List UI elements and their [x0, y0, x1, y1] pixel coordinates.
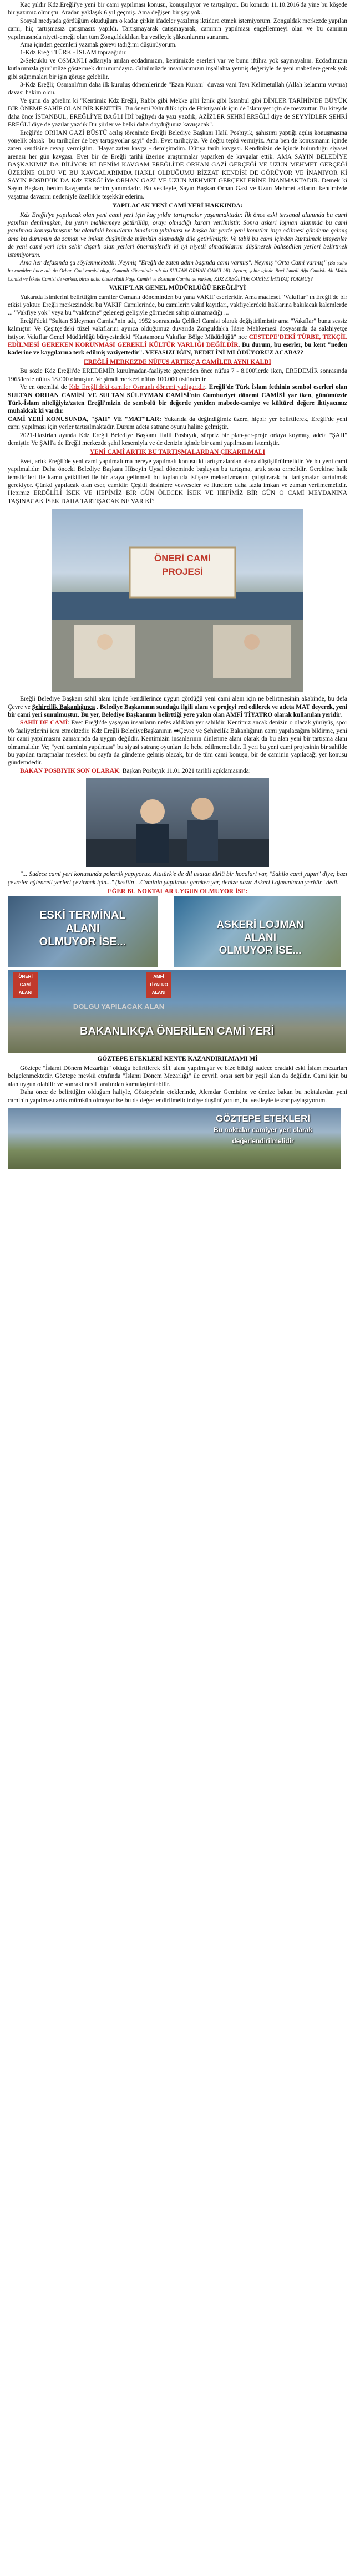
- text: . Belediye Başkanının sunduğu ilgili alanı ve projeyi red edilerek ve adeta MAT deyerek, yeni bir cami yeri sunulmuştur. Bu yer, Belediye Başkanının belirttiği yere yakın olan AMFİ TİYATRO olarak kullanılan yeridir.: [8, 703, 348, 718]
- paragraph: Kdz Ereğli'ye yapılacak olan yeni cami yeri için kaç yıldır tartışmalar yaşanmaktadır. İlk önce eski tersanal alanında bu cami yapılsın denilmişken, bu yerin mahkemeye götürülüp, orayı olmadığı kararı verilmiştir. Sonra askeri lojman alanında bu cami yapılması konuşulmuştur bu alandaki konutların binaların yıkılması ve başka bir yerde yeni konutlar inşa edilmesi gündeme gelmiş ama bu durumun da zaman ve imkan düşününde mümkün olamadığı dile getirilmiştir. Ve tabii bu cami içinden kurtulmak isteyenler de yeni cami yeri için şehir dışarlı olan yerleri önermişlerdir ki iyi niyetli olmadıklarını düşünerek bahsedilen yerleri belirtmek istemiyorum.: [8, 211, 347, 258]
- text: . Bu durum, bu eserler, bu kent "neden kaderine ve kaygılarına terk edilmiş vaziyettedir". VEFASIZLIĞIN, BEDELİNİ MI ÖDÜYORUZ ACABA??: [8, 342, 347, 357]
- left-label: ÖNERİ CAMİ ALANI: [13, 972, 38, 998]
- text: : Evet Ereğli'de yaşayan insanların nefes aldıkları yer sahildir. Kentimiz ancak denizin o olacak yürüyüş, spor vb faaliyetlerini icra etmektedir. Kdz Ereğli BelediyeBaşkanının ➡Çevre ve Şehircilik Bakanlığının cami yapılacağım bildirme, yeni bir cami yapılmasını zamanında da uygun değildir. Kentimizin insanlarının dinlenme alanı olarak da bu alan yeni bir tartışma alanı olmamalıdır. Ve; "yeni caminin yapılması" bu siyasi satranç oyunları ile heba edilmemelidir. İl yeri bu yeni cami projesinin bir sahilde bu yapılan tartışmalar meselesi bu sayfa da gündeme gelmiş olacak, bir de tüm cami konuşu, bir de caminin yapılacağı yer konusu gündemdedir.: [8, 719, 347, 767]
- paragraph: Yukarıda isimlerini belirttiğim camiler Osmanlı döneminden bu yana VAKIF eserleridir. Ama maalesef "Vakıflar" ın Ereğli'de bir etkisi yoktur. Ereğli merkezindeki bu VAKIF Camilerinde, bu camilerin vakıf kayıtları, vakfiyelerdeki haklarına bakılacak kalemlerde ... "Vakfiye yok" veya bu "vakfetme" gelenegi gelişiyle görmeden sahip olunamadığı ...: [8, 293, 347, 317]
- caption-line: ASKERİ LOJMAN: [216, 919, 304, 931]
- section-heading: GÖZTEPE ETEKLERİ KENTE KAZANDIRILMAMI Mİ: [97, 1056, 258, 1063]
- ministry-caption: BAKANLIKÇA ÖNERİLEN CAMİ YERİ: [79, 1025, 274, 1038]
- caption-line: ALANI: [65, 922, 100, 935]
- paragraph: 1-Kdz Ereğli TÜRK - İSLAM topraağıdır.: [20, 49, 127, 57]
- text: Ereğli Belediye Başkanı sahil alanı içinde kendilerince uygun gördüğü yeni cami alanı için ne belirtmesinin akabinde, bu defa Çevre ve: [8, 696, 347, 711]
- terminal-caption: [13, 909, 152, 949]
- paragraph: Ereğli'de ORHAN GAZİ BÜSTÜ açılış töreninde Ereğli Belediye Başkanı Halil Posbıyık, şahısımı yaptığı açılış konuşmasına yönelik olarak "bu tarihçiler de bey tartışıyorlar şayi" dedi. Evet tarihçiyiz. Ve doğru tepki vermiyiz. Ama ben de konuşmanın içinde zaten kendisine cevap vermiştim. "Hayat zaten kavga - demişimdim. Dünya tarih kavgası. Kendinizin de içinde bulunduğu siyaset arenası her gün kavgası. Evet bir de Ereğli tarihi üzerine araştırmalar yaparken de kavgalar ettik. AMA SAYIN BELEDİYE BAŞKANIMIZ DA BİLİYOR Kİ BENİM KAVGAM EREĞLİ'DE ORHAN GAZİ GERÇEĞİ VE UZUN MEHMET GERÇEĞİ ÜZERİNE OLDU VE BU KAVGALARIMDA HAKLI OLDUĞUMU BİZZAT KENDİSİ DE GÖRÜYOR VE İNANIYOR Kİ SAYIN POSBIYIK DA Kdz EREĞLİ'de ORHAN GAZİ VE UZUN MEHMET GERÇEKLERİNE İNANMAKTADIR. Demek ki Sayın Başkan, benim kavgamda benim yanımdadır. Bu vesileyle, Sayın Başkan Orhan Gazi ve Uzun Mehmet adlarını kentimizde yaşatma davasını nedeniyle özellikle teşekkür ederim.: [8, 129, 347, 200]
- paragraph: [8, 719, 347, 767]
- goztepe-caption: [191, 1113, 335, 1147]
- text: . Ereğli'de Türk İslam fethinin sembol eserleri olan SULTAN ORHAN CAMİSİ VE SULTAN SÜLEYMAN CAMİSİ'nin Cumhuriyet dönemi CAMİSİ yar iken, günümüzde Türk-İslam niteliğiyiz/zaten Ereğli'mizin de sembolü bir değerde yeniden mabede-camiye ve kültürel değere ihtiyacımız muhakkak ki vardır.: [8, 384, 347, 415]
- paragraph: 2-Selçuklu ve OSMANLI adlarıyla anılan ecdadımızın, kentimizde eserleri var ve bunu iftihra yok sayınayalım. Ecdadımızın kutlarımızla günümüze göstermek durumundayız. Günümüzde insanlarımızın inşallahta yetmiş değeriyle de yeni mabetlere gerek yok gibi sığınmaları bir işin görüşe gelebilir.: [8, 57, 347, 80]
- paragraph: Kaç yıldır Kdz.Ereğli'ye yeni bir cami yapılması konusu, konuşuluyor ve tartışılıyor. Bu konudu 11.10.2016'da yine bu köşede bir yazımız olmuştu. Aradan yaklaşık 6 yıl geçmiş. Ama değişen bir şey yok.: [8, 2, 347, 17]
- paragraph: Ama içinden geçenleri yazmak görevi tadığımı düşünüyorum.: [20, 42, 177, 49]
- caption-line: ALANI: [244, 932, 277, 944]
- caption-line: değerlendirilmelidir: [232, 1137, 294, 1145]
- section-heading: [8, 415, 347, 432]
- paragraph: [8, 767, 347, 775]
- paragraph: 2021-Hazirian ayında Kdz Ereğli Belediye Başkanı Halil Posbıyık, sürpriz bir plan-yer-proje ortaya koymuş, adeta "ŞAH" demiştir. Ve ŞAH'a de Ereğli merkezde şahıl kesemiyla ve de denizin içinde bir cami yapılmasını istemiştir.: [8, 432, 347, 447]
- text: Ama her defasında şu söylenmektedir. Neymiş "Ereğli'de zaten adım başında cami varmış". Neymiş "Orta Cami varmış": [20, 260, 327, 266]
- paragraph: Göztepe "İslami Dönem Mezarlığı" olduğu belirtilerek SİT alanı yapılmıştır ve bize bildiği sadece oradaki eski İslam mezarları belgelenmektedir. Göztepe mevkii etrafında "İslami Dönem Mezarlığı" ile çevrili orası sert bir yeşil alan da değildir. Cami için bu alan uygun olabilir ve sonraki nesil tarafından kamulaştırılabilir.: [8, 1064, 347, 1088]
- section-heading: EREĞLİ MERKEZDE NÜFUS ARTIKÇA CAMİLER AYNI KALDI: [84, 358, 271, 366]
- title-line: ÖNERİ CAMİ: [154, 553, 211, 564]
- text: : Başkan Posbıyık 11.01.2021 tarihli açıklamasında:: [119, 767, 251, 774]
- paragraph: [8, 259, 347, 283]
- article: [0, 0, 355, 1169]
- paragraph: Ve şunu da görelim ki "Kentimiz Kdz Ereğli, Rabbı gibi Mekke gibi İznik gibi İstanbul gibi DİNLER TARİHİNDE BÜYÜK BİR ÖNEME SAHİP OLAN BİR KENTTİR. Bu önemi Yahudilik için de Hristiyanlık için de İslamiyet için de mevzuttur. Bu kiteyde daha önce İSTANBUL, EREĞLİ'YE BAĞLI İDİ bağlıydı da yazı yazdık, AZİZLER ŞEHRİ EREĞLİ diye de SEYYİDLER ŞEHRİ EREĞLİ diye de yazılar yazdık Bir şiirler ve belki daha doyduğunuz kavuşacak".: [8, 97, 347, 129]
- highlight: Kdz Ereğli'deki camiler Osmanlı dönemi yadigarıdır: [69, 384, 205, 391]
- caption-line: OLMUYOR İSE...: [39, 936, 126, 949]
- note: (Bu sadık bu camiden önce adı da Orhan Gazi camisi olup, Osmanlı döneminde adı da SULTAN ORHAN CAMİİ idi). Ayrıca; şehir içinde Baci İsmail Ağa Camisi- Ali Molla Camisi ve İskele Camisi de varken, biraz daha ötede Halil Paşa Camisi ve Bozhane Camisi de varken; KDZ EREĞLİ'DE CAMİYE İHTİYAÇ YOKMUŞ?: [8, 260, 347, 282]
- paragraph: [8, 317, 347, 357]
- text: Ve en önemlisi de: [20, 384, 69, 391]
- speaker-scene: [86, 778, 269, 867]
- highlight: Şehircilik Bakanlığınca: [32, 703, 95, 711]
- lojman-caption: [185, 919, 335, 957]
- proposal-scene: [52, 509, 303, 692]
- highlight: CESTEPE'DEKİ TÜRBE, TEKÇİL EDİLMESİ GEREKEN KORUNMASI GEREKLİ KÜLTÜR VARLIĞI DEĞİLDİR: [8, 333, 347, 349]
- section-heading: BAKAN POSBIYIK SON OLARAK: [20, 767, 119, 774]
- paragraph: 3-Kdz Ereğli; Osmanlı'nın daha ilk kuruluş dönemlerinde "Ezan Kuranı" duvası vani Tavı Kelimetullah (Allah kelamını vuvma) davası hakim oldu.: [8, 82, 347, 97]
- caption-line: OLMUYOR İSE...: [219, 945, 302, 957]
- section-heading: VAKIF'LAR GENEL MÜDÜRLÜĞÜ EREĞLİ'Yİ: [109, 285, 246, 292]
- ministry-photo: [8, 970, 346, 1053]
- paragraph: [8, 383, 347, 415]
- paragraph: Sosyal medyada gördüğüm okuduğum o kadar çirkin ifadeler yazılmış iktidara etmek istemiyorum. Zonguldak merkezde yapılan cami, hiç tartışmasız çatışmasız yapıldı. Tartışmayarak çatışmayarak, caminin yapılması engellenmeyi olan ve bu caminin yapılmasında niyeti-emeği olan tüm Zonguldaklıları bu vesileyle şükranlarımı sunarım.: [8, 17, 347, 40]
- title-line: PROJESİ: [162, 566, 203, 577]
- caption-line: Bu noktalar camiyer yeri olarak: [213, 1125, 313, 1134]
- goztepe-photo: [8, 1108, 341, 1169]
- section-heading: EĞER BU NOKTALAR UYGUN OLMUYOR İSE:: [108, 888, 247, 895]
- terminal-photo: [8, 896, 341, 967]
- proposal-title: [130, 552, 235, 579]
- paragraph: Daha önce de belirttiğim olduğum haliyle, Göztepe'nin eteklerinde, Alemdar Gemisine ve denize bakan bu noktalardan yeni caminin yapılması artık mümkün olmuyor ise bu da değerlendirilmelidir diye düşünüyorum, bu vesileyle tekrar paylaşıyorum.: [8, 1089, 347, 1104]
- paragraph: Bu sözle Kdz Ereğli'de EREDEMİR kurulmadan-faaliyete geçmeden önce nüfus 7 - 8.000'lerde iken, EREDEMİR sonrasında 1965'lerde nüfus 18.000 olmuştur. Ve şimdi merkezi nüfus 100.000 üstündedir.: [8, 368, 347, 383]
- road-label: DOLGU YAPILACAK ALAN: [73, 1002, 165, 1011]
- speaker-photo: [86, 778, 269, 867]
- paragraph: [8, 695, 347, 719]
- right-label: AMFİ TİYATRO ALANI: [146, 972, 171, 998]
- quote: "... Sudece cami yeri konusunda polemik yapıyoruz. Atatürk'e de dil uzatan türlü bir hocalari var, "Sahilo cami yapın" diye; bazı çevreler eğlenceli yerleri çevirmek için..." (kesitin ...Caminin yapılması gereken yer, denize nazır Askeri Lojmanların yeridir" dedi.: [8, 871, 347, 886]
- text: CAMİ YERİ KONUSUNDA, "ŞAH" VE "MAT"LAR:: [8, 415, 161, 423]
- paragraph: Evet, artık Ereğli'de yeni cami yapılmalı ma nereye yapılmalı konusu ki tartışmalardan alana düşüştürülmelidir. Ve bu yeni cami yapılmalıdır. Daha önceki Belediye Başkanı Hüseyin Uysal döneminde başlayan bu tartışma, artık sona ermelidir. Gerekirse halk temsilcileri ile kamu yetkilileri ile bir araya gelinmeli bu toplantıda istişare mekanizmasını çalıştırarak bu tartışmalar kurtulmak gerekiyor. Çünkü yapılacak olan eser, camidir. Çeşitli desinlere vesveseler ve fitnelere daha fazla imkan ve zaman verilmemelidir. Hepimiz EREĞLİLİ İSEK VE HEPİMİZ BİR GÜN ÖLECEK İSEK VE HEPİMİZ BİR GÜN O CAMİ MEYDANINA TAŞINACAK İSEK DAHA TARTIŞACAK NE VAR Kİ?: [8, 458, 347, 505]
- caption-line: GÖZTEPE ETEKLERİ: [215, 1113, 311, 1124]
- proposal-photo: [52, 509, 303, 692]
- section-heading: YENİ CAMİ ARTIK BU TARTIŞMALARDAN ÇIKARILMALI: [89, 449, 266, 456]
- text: Ereğli'deki "Sultan Süleyman Camisi"nin adı, 1952 sonrasında Çelikel Camisi olarak değiştirilmiştir ama "Vakıflar" bunu sessiz kalmıştır. Ve Çeşitçe'deki tüzel vakıflarını aynıca olduğumuz duvarıda Zonguldak'a İdare Mahkemesi dosyasında da salahiyetçe istiyor. Vakıflar Genel Müdürlüğü bünyesindeki "Kastamonu Vakıflar Bölge Müdürlüğü" nce: [8, 317, 347, 341]
- section-heading: SAHİLDE CAMİ: [20, 719, 68, 727]
- text: Yukarıda da değindiğimiz üzere, hiçbir yer belirtilerek, Ereğli'de yeni cami yapılması için yerler tartışılmaktadır. Durum adeta satranç oyunu haline gelmiştir.: [8, 415, 347, 431]
- section-heading: YAPILACAK YENİ CAMİ YERİ HAKKINDA:: [112, 202, 243, 210]
- caption-line: ESKİ TERMİNAL: [39, 909, 126, 922]
